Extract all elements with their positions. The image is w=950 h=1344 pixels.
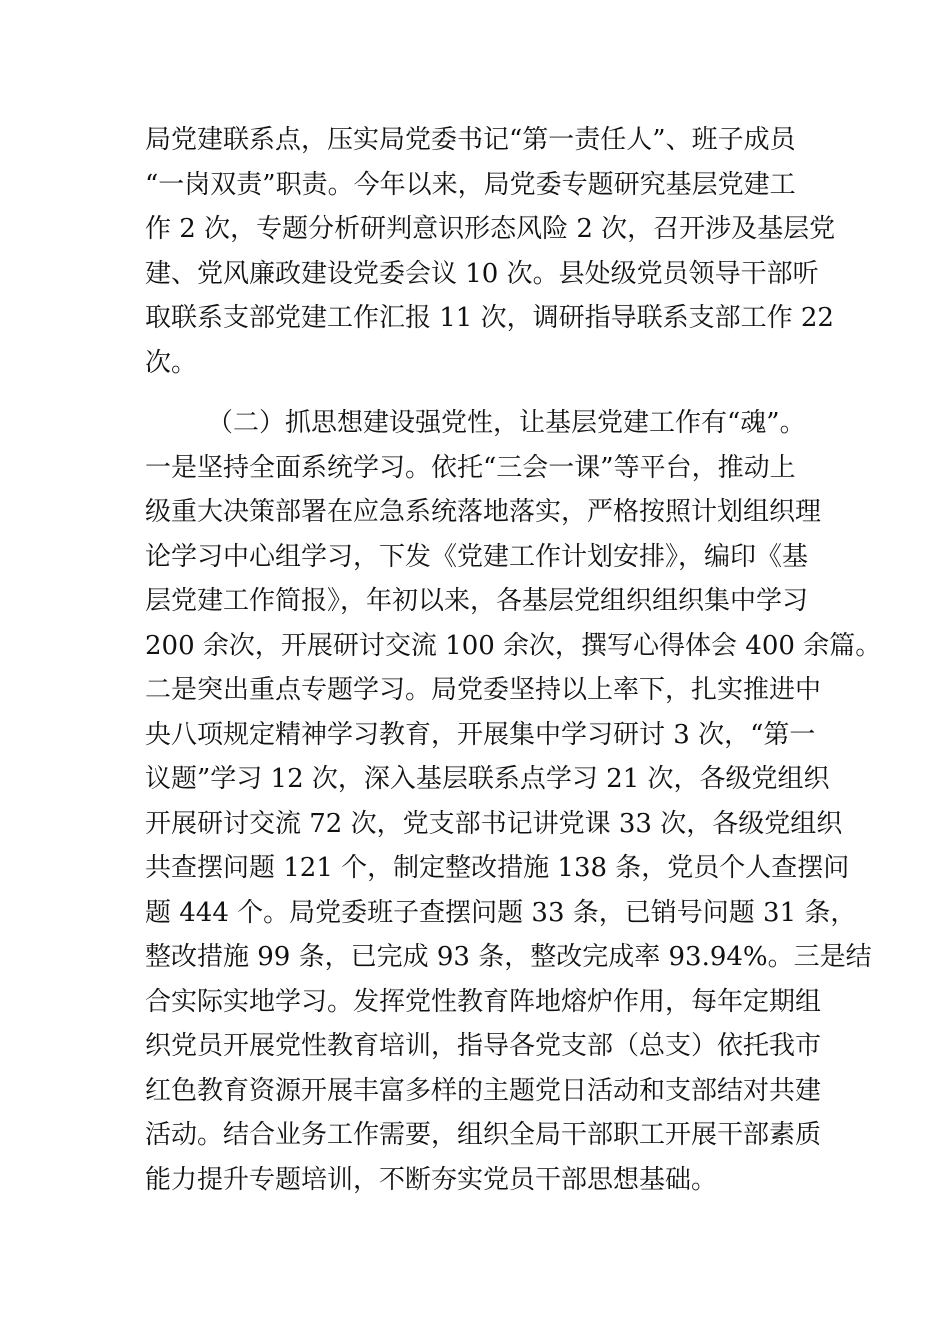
text-line: 开展研讨交流 72 次，党支部书记讲党课 33 次，各级党组织 [145, 808, 843, 839]
text-line: 层党建工作简报》，年初以来，各基层党组织组织集中学习 [145, 586, 809, 616]
text-line: “一岗双责”职责。今年以来，局党委专题研究基层党建工 [145, 169, 796, 200]
text-line: 合实际实地学习。发挥党性教育阵地熔炉作用，每年定期组 [145, 986, 822, 1017]
text-line: 央八项规定精神学习教育，开展集中学习研讨 3 次，“第一 [145, 719, 816, 750]
text-line: 次。 [145, 347, 198, 378]
text-line: 红色教育资源开展丰富多样的主题党日活动和支部结对共建 [145, 1075, 822, 1106]
text-line: 作 2 次，专题分析研判意识形态风险 2 次，召开涉及基层党 [145, 214, 836, 244]
paragraph-1 [145, 118, 836, 385]
text-line: 议题”学习 12 次，深入基层联系点学习 21 次，各级党组织 [145, 764, 830, 794]
text-line: 织党员开展党性教育培训，指导各党支部（总支）依托我市 [145, 1031, 822, 1061]
text-line: 级重大决策部署在应急系统落地落实，严格按照计划组织理 [145, 497, 822, 527]
text-line: 共查摆问题 121 个，制定整改措施 138 条，党员个人查摆问 [145, 853, 850, 883]
text-line: 能力提升专题培训，不断夯实党员干部思想基础。 [145, 1164, 718, 1195]
text-line: 200 余次，开展研讨交流 100 余次，撰写心得体会 400 余篇。 [145, 630, 882, 661]
text-line: 一是坚持全面系统学习。依托“三会一课”等平台，推动上 [145, 452, 796, 483]
text-line: 题 444 个。局党委班子查摆问题 33 条，已销号问题 31 条， [145, 897, 857, 928]
paragraph-2 [145, 446, 882, 1203]
text-line: 活动。结合业务工作需要，组织全局干部职工开展干部素质 [145, 1120, 822, 1150]
document-body [145, 118, 882, 1202]
text-line: 局党建联系点，压实局党委书记“第一责任人”、班子成员 [145, 125, 796, 155]
text-line: 取联系支部党建工作汇报 11 次，调研指导联系支部工作 22 [145, 303, 834, 333]
text-line: 二是突出重点专题学习。局党委坚持以上率下，扎实推进中 [145, 675, 822, 705]
text-line: 整改措施 99 条，已完成 93 条，整改完成率 93.94%。三是结 [145, 942, 872, 972]
section-heading: （二）抓思想建设强党性，让基层党建工作有“魂”。 [207, 408, 806, 438]
text-line: 建、党风廉政建设党委会议 10 次。县处级党员领导干部听 [145, 258, 819, 289]
text-line: 论学习中心组学习，下发《党建工作计划安排》，编印《基 [145, 541, 809, 572]
